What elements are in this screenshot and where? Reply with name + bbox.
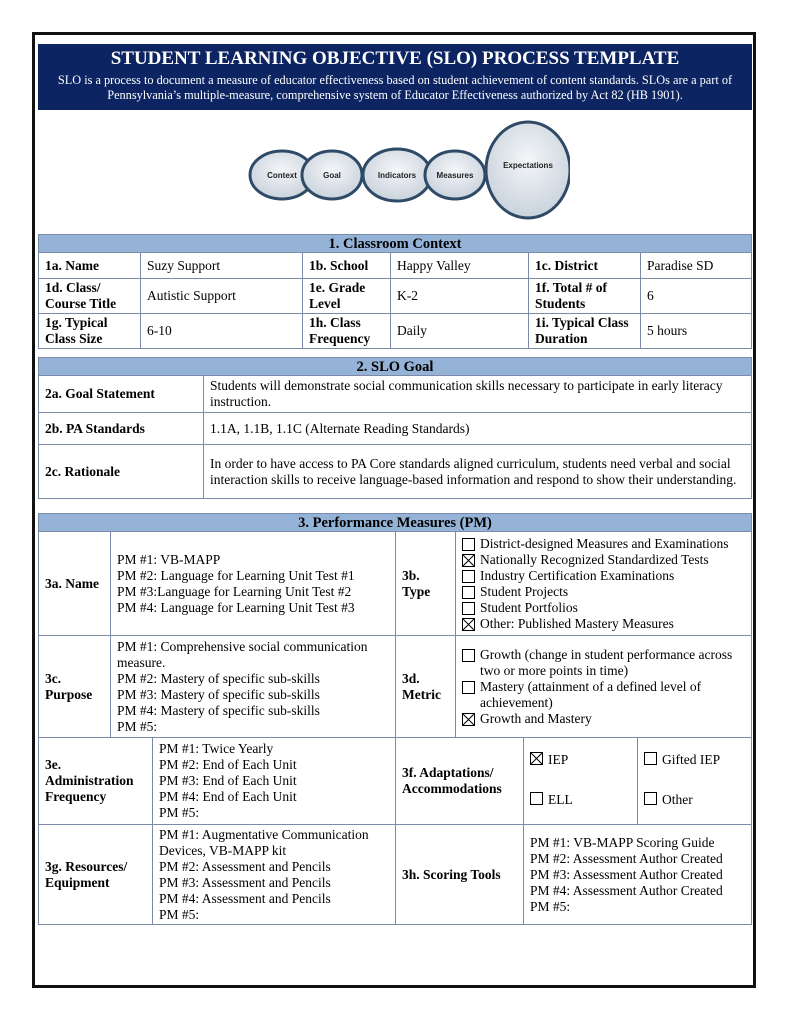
label: 1e. Grade Level (303, 279, 391, 314)
standards-value[interactable]: 1.1A, 1.1B, 1.1C (Alternate Reading Standards) (204, 413, 752, 445)
duration-value[interactable]: 5 hours (641, 314, 752, 349)
label: 2c. Rationale (39, 445, 204, 499)
pm-admin-frequency[interactable] (153, 738, 396, 825)
frequency-value[interactable]: Daily (391, 314, 529, 349)
diagram-label: Expectations (503, 161, 553, 170)
checkbox[interactable] (644, 752, 657, 765)
option-label: IEP (548, 752, 569, 767)
slo-process-diagram (240, 120, 570, 230)
pm-line: PM #5: (117, 718, 158, 734)
label: 3c. Purpose (39, 636, 111, 738)
option-label: Industry Certification Examinations (480, 567, 675, 583)
checkbox[interactable] (462, 586, 475, 599)
size-value[interactable]: 6-10 (141, 314, 303, 349)
option-label: District-designed Measures and Examinations (480, 535, 729, 551)
checkbox-option[interactable] (462, 616, 745, 632)
diagram-label: Goal (323, 171, 341, 180)
grade-value[interactable]: K-2 (391, 279, 529, 314)
label: 3f. Adaptations/ Accommodations (396, 738, 524, 825)
option-label: Student Portfolios (480, 599, 578, 615)
label: 1d. Class/ Course Title (39, 279, 141, 314)
label: 1h. Class Frequency (303, 314, 391, 349)
checkbox-option[interactable] (462, 679, 745, 711)
checkbox[interactable] (462, 618, 475, 631)
pm-line: PM #2: Assessment Author Created (530, 850, 723, 866)
pm-line: PM #4: Assessment and Pencils (159, 890, 331, 906)
school-value[interactable]: Happy Valley (391, 253, 529, 279)
pm-line: PM #1: VB-MAPP Scoring Guide (530, 834, 715, 850)
label: 3b. Type (396, 532, 456, 636)
checkbox-option[interactable] (462, 552, 745, 568)
name-value[interactable]: Suzy Support (141, 253, 303, 279)
pm-line: PM #2: Assessment and Pencils (159, 858, 331, 874)
pm-line: PM #4: Language for Learning Unit Test #3 (117, 599, 355, 615)
course-value[interactable]: Autistic Support (141, 279, 303, 314)
label: 1b. School (303, 253, 391, 279)
pm-line: PM #3: Assessment and Pencils (159, 874, 331, 890)
pm-purposes[interactable] (111, 636, 396, 738)
pm-line: PM #1: Comprehensive social communication measure. (117, 638, 368, 670)
section-title: 1. Classroom Context (39, 235, 752, 253)
adaptation-gifted-iep[interactable] (638, 738, 752, 825)
checkbox[interactable] (462, 649, 475, 662)
label: 1a. Name (39, 253, 141, 279)
pm-line: PM #5: (159, 906, 200, 922)
intro-text: SLO is a process to document a measure of educator effectiveness based on student achievement of content standards. SLOs are a part of Pennsylvania’s multiple-measure, comprehensive system of Educator Effectiveness authorized by Act 82 (HB 1901). (57, 73, 733, 102)
checkbox-option[interactable] (462, 536, 745, 552)
pm-line: PM #4: End of Each Unit (159, 789, 297, 804)
pm-line: PM #3: End of Each Unit (159, 773, 297, 788)
pm-line: PM #3:Language for Learning Unit Test #2 (117, 583, 352, 599)
district-value[interactable]: Paradise SD (641, 253, 752, 279)
diagram-step-expectations (486, 122, 570, 218)
performance-measures-table (38, 513, 752, 925)
adaptation-iep[interactable] (524, 738, 638, 825)
option-label: Mastery (attainment of a defined level of achievement) (480, 678, 702, 710)
section-title: 3. Performance Measures (PM) (39, 514, 752, 532)
label: 1i. Typical Class Duration (529, 314, 641, 349)
label: 2b. PA Standards (39, 413, 204, 445)
pm-line: PM #5: (530, 898, 571, 914)
page-title: STUDENT LEARNING OBJECTIVE (SLO) PROCESS TEMPLATE (110, 48, 680, 69)
label: 1g. Typical Class Size (39, 314, 141, 349)
pm-line: PM #5: (159, 805, 200, 820)
option-label: Growth (change in student performance across two or more points in time) (480, 646, 733, 678)
pm-line: PM #4: Mastery of specific sub-skills (117, 702, 320, 718)
pm-types (456, 532, 752, 636)
pm-line: PM #1: Augmentative Communication Devices, VB-MAPP kit (159, 826, 369, 858)
label: 3g. Resources/ Equipment (39, 825, 153, 925)
slo-goal-table (38, 357, 752, 499)
checkbox[interactable] (462, 681, 475, 694)
label: 3h. Scoring Tools (396, 825, 524, 925)
diagram-label: Context (267, 171, 297, 180)
option-label: Other: Published Mastery Measures (480, 615, 674, 631)
pm-line: PM #4: Assessment Author Created (530, 882, 723, 898)
label: 3a. Name (39, 532, 111, 636)
option-label: ELL (548, 792, 573, 807)
checkbox[interactable] (530, 792, 543, 805)
rationale-value[interactable]: In order to have access to PA Core standards aligned curriculum, students need verbal and social interaction skills to receive language-based information and respond to show their understanding. (204, 445, 752, 499)
option-label: Gifted IEP (662, 752, 721, 767)
label: 3d. Metric (396, 636, 456, 738)
pm-line: PM #1: Twice Yearly (159, 741, 274, 756)
option-label: Nationally Recognized Standardized Tests (480, 551, 709, 567)
pm-line: PM #2: Mastery of specific sub-skills (117, 670, 320, 686)
pm-line: PM #2: End of Each Unit (159, 757, 297, 772)
section-title: 2. SLO Goal (39, 358, 752, 376)
pm-resources[interactable] (153, 825, 396, 925)
checkbox[interactable] (462, 602, 475, 615)
title-banner (38, 44, 752, 110)
checkbox-option[interactable] (462, 584, 745, 600)
checkbox[interactable] (462, 554, 475, 567)
pm-line: PM #2: Language for Learning Unit Test #1 (117, 567, 355, 583)
checkbox-option[interactable] (462, 647, 745, 679)
pm-names[interactable] (111, 532, 396, 636)
diagram-label: Indicators (377, 171, 417, 180)
pm-scoring-tools[interactable] (524, 825, 752, 925)
checkbox-option[interactable] (462, 711, 745, 727)
checkbox-option[interactable] (462, 568, 745, 584)
diagram-label: Measures (436, 171, 474, 180)
option-label: Student Projects (480, 583, 569, 599)
pm-line: PM #3: Mastery of specific sub-skills (117, 686, 320, 702)
checkbox[interactable] (462, 538, 475, 551)
checkbox[interactable] (644, 792, 657, 805)
total-value[interactable]: 6 (641, 279, 752, 314)
label: 1c. District (529, 253, 641, 279)
classroom-context-table (38, 234, 752, 349)
checkbox[interactable] (462, 570, 475, 583)
checkbox-option[interactable] (462, 600, 745, 616)
pm-line: PM #3: Assessment Author Created (530, 866, 723, 882)
pm-metrics (456, 636, 752, 738)
goal-value[interactable]: Students will demonstrate social communication skills necessary to participate in early literacy instruction. (204, 376, 752, 413)
label: 1f. Total # of Students (529, 279, 641, 314)
pm-line: PM #1: VB-MAPP (117, 551, 221, 567)
label: 2a. Goal Statement (39, 376, 204, 413)
option-label: Other (662, 792, 693, 807)
label: 3e. Administration Frequency (39, 738, 153, 825)
checkbox[interactable] (530, 752, 543, 765)
option-label: Growth and Mastery (480, 710, 592, 726)
checkbox[interactable] (462, 713, 475, 726)
